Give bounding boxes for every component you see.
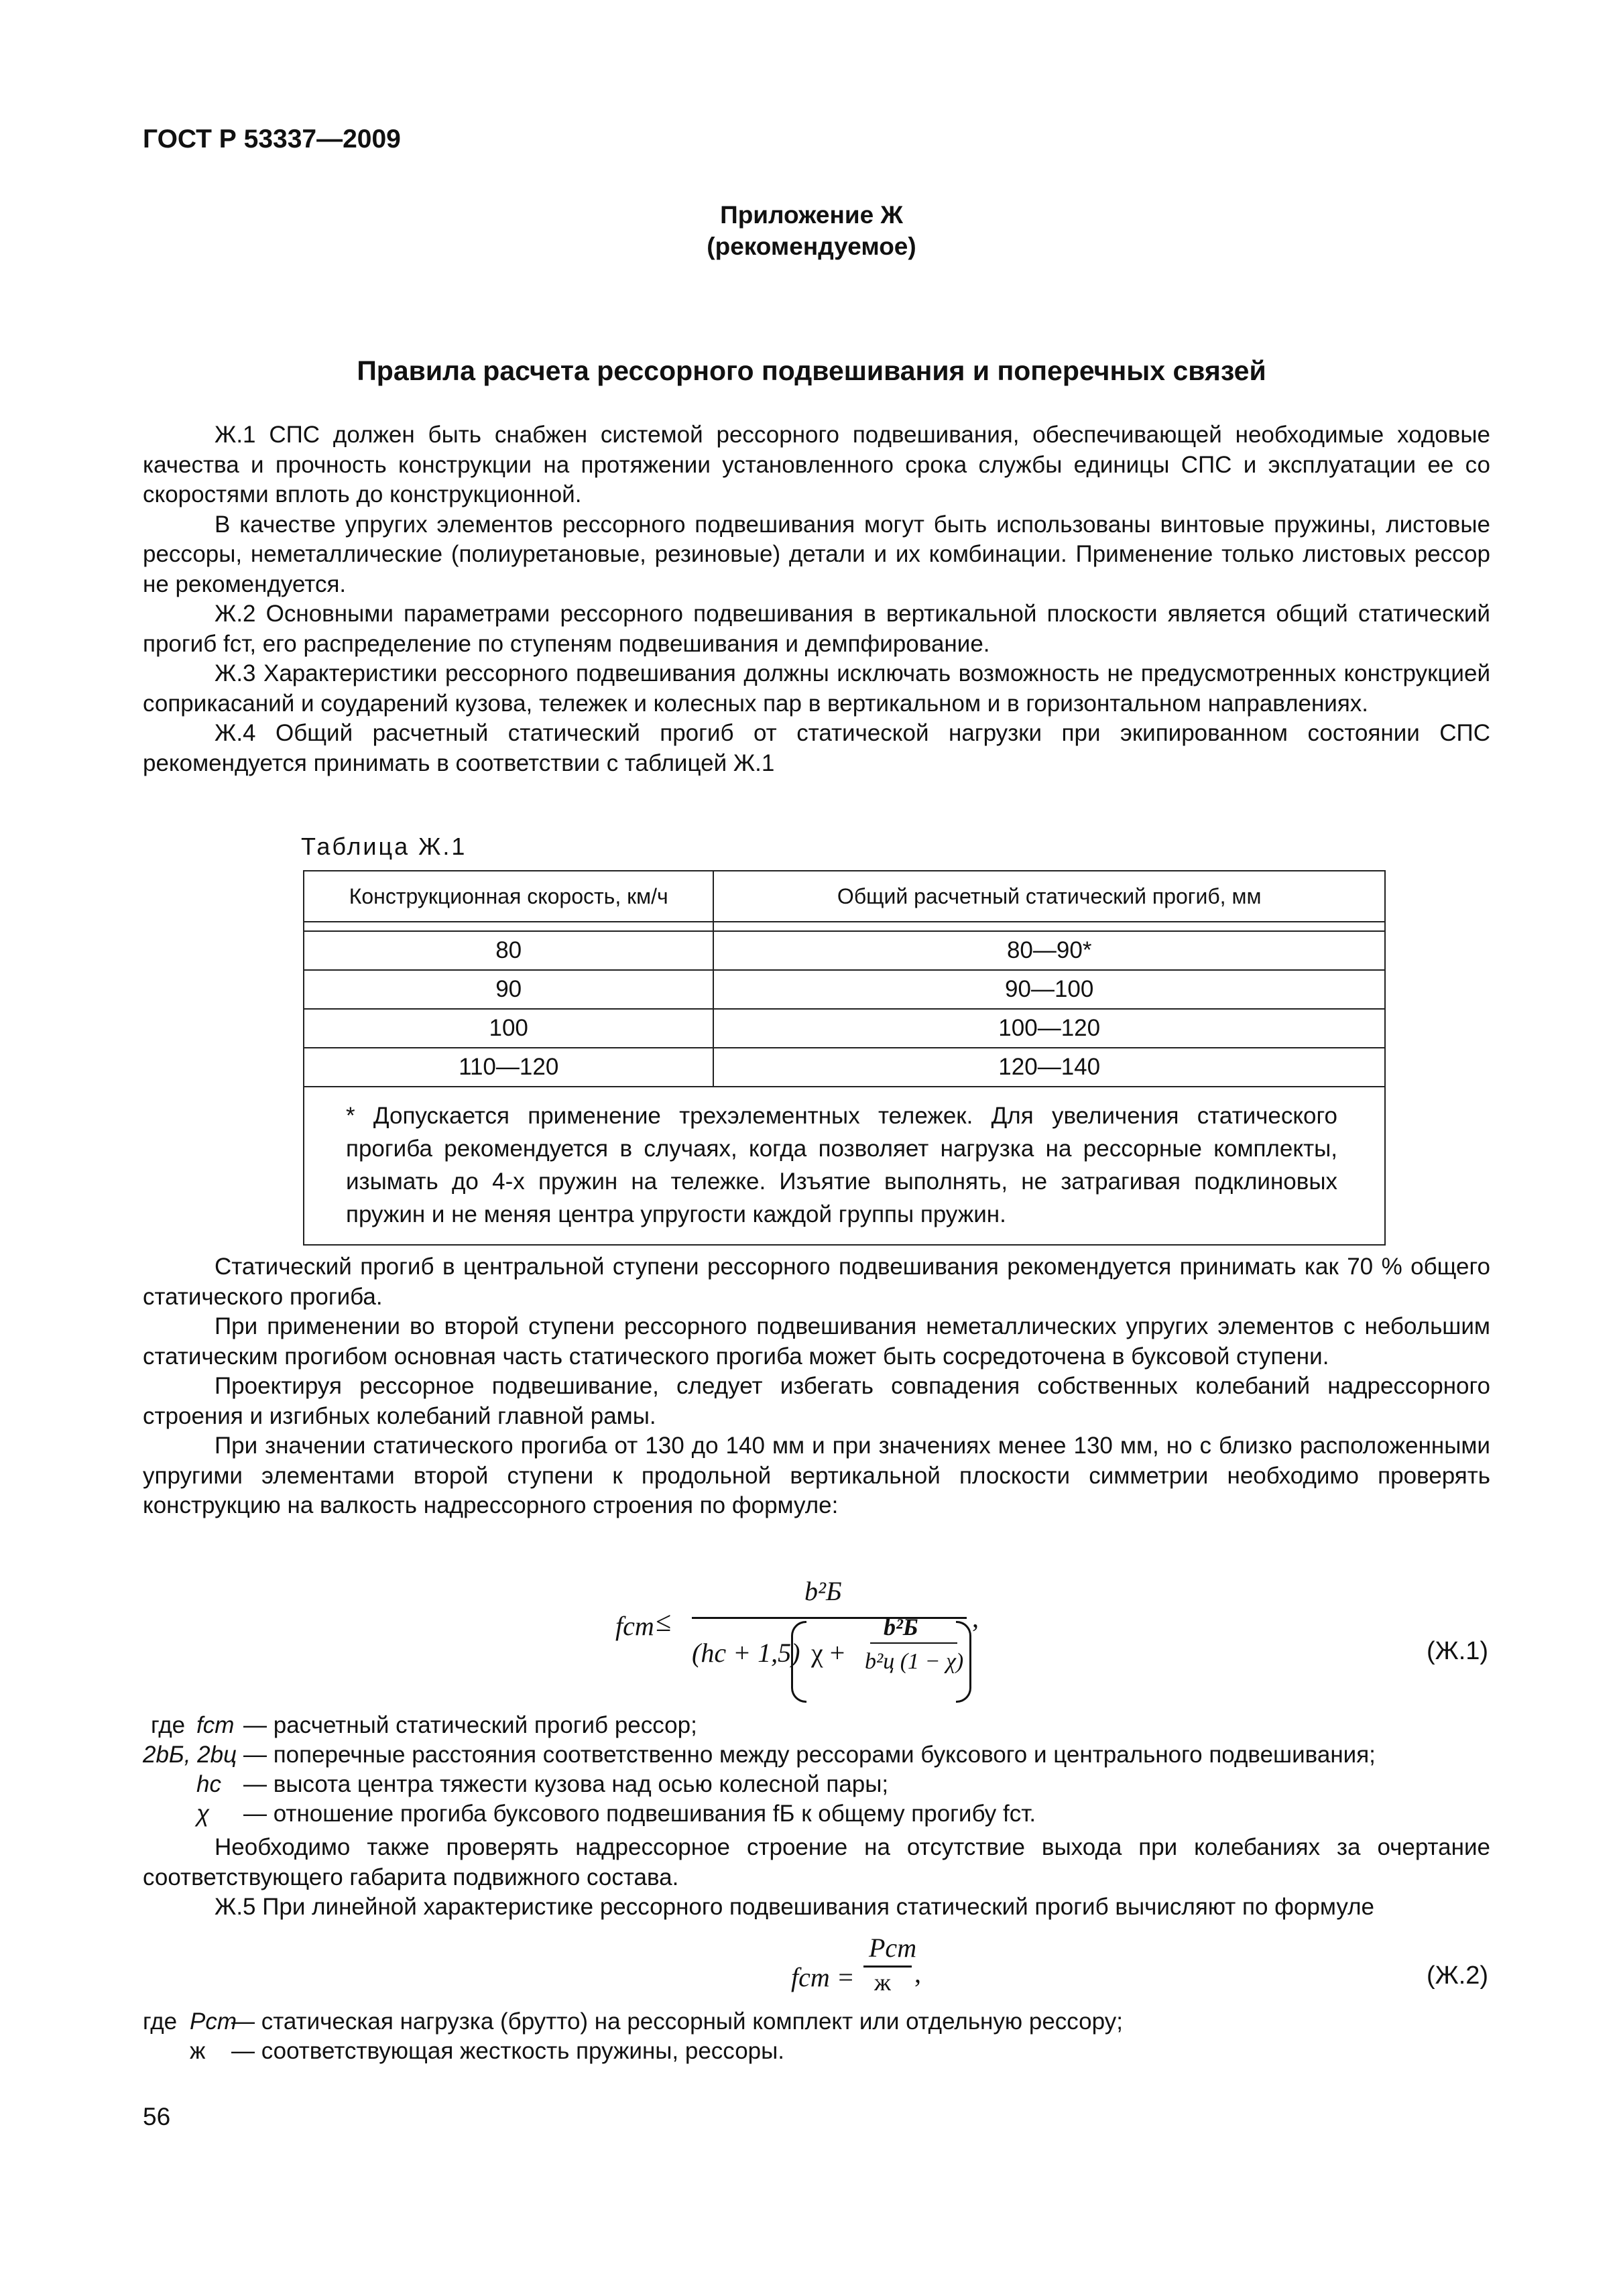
legend-symbol: χ	[196, 1801, 210, 1827]
paragraph-zh3: Ж.3 Характеристики рессорного подвешивания должны исключать возможность не предусмотренных конструкцией соприкасаний и соударений кузова, тележек и колесных пар в вертикальном и в горизонтальном направлениях.	[143, 660, 1490, 717]
paragraph-zh2: Ж.2 Основными параметрами рессорного подвешивания в вертикальной плоскости является общий статический прогиб fст, его распределение по ступеням подвешивания и демпфирование.	[143, 601, 1490, 657]
legend-line	[143, 1799, 1497, 1829]
paren-left-icon	[791, 1621, 806, 1703]
legend-symbol: 2bБ, 2bц	[143, 1742, 237, 1768]
formula1-legend	[143, 1711, 1497, 1829]
paragraph-resonance: Проектируя рессорное подвешивание, следует избегать совпадения собственных колебаний надрессорного строения и изгибных колебаний главной рамы.	[143, 1373, 1490, 1429]
table-row	[304, 931, 1385, 970]
formula1-numerator: b²Б	[804, 1576, 842, 1606]
formula1-inner-numerator: b²Б	[884, 1614, 918, 1640]
table-header-deflection: Общий расчетный статический прогиб, мм	[713, 871, 1385, 922]
formula1-inner-bar	[870, 1642, 957, 1644]
table-header-speed: Конструкционная скорость, км/ч	[304, 871, 713, 922]
legend-line	[143, 1740, 1497, 1770]
formula1-chi-plus: χ +	[811, 1638, 845, 1668]
table-cell: 100	[304, 1009, 713, 1048]
paren-right-icon	[956, 1621, 971, 1703]
paragraph-gauge-check: Необходимо также проверять надрессорное строение на отсутствие выхода при колебаниях за очертание соответствующего габарита подвижного состава.	[143, 1834, 1490, 1890]
formula2-lhs: fст =	[791, 1962, 855, 1992]
table-cell: 100—120	[713, 1009, 1385, 1048]
appendix-status: (рекомендуемое)	[707, 233, 916, 260]
paragraph-second-stage: При применении во второй ступени рессорного подвешивания неметаллических упругих элементов с небольшим статическим прогибом основная часть статического прогиба может быть сосредоточена в буксовой ступени.	[143, 1313, 1490, 1370]
table-row	[304, 970, 1385, 1009]
formula2-denominator: ж	[874, 1969, 891, 1996]
table-footnote: * Допускается применение трехэлементных тележек. Для увеличения статического прогиба рекомендуется в случаях, когда позволяет нагрузка на рессорные комплекты, изымать до 4-х пружин на тележке. Изъятие выполнять, не затрагивая подклиновых пружин и не меняя центра упругости каждой группы пружин.	[304, 1087, 1385, 1245]
legend-description: — отношение прогиба буксового подвешивания fБ к общему прогибу fст.	[243, 1801, 1036, 1827]
table-cell: 90	[304, 970, 713, 1009]
legend-description: — соответствующая жесткость пружины, рессоры.	[231, 2038, 785, 2064]
formula1-relation: ≤	[656, 1607, 672, 1638]
table-cell: 90—100	[713, 970, 1385, 1009]
table-row	[304, 1009, 1385, 1048]
legend-description: — статическая нагрузка (брутто) на рессорный комплект или отдельную рессору;	[231, 2008, 1123, 2035]
paragraph-elements: В качестве упругих элементов рессорного подвешивания могут быть использованы винтовые пружины, листовые рессоры, неметаллические (полиуретановые, резиновые) детали и их комбинации. Применение только листовых рессор не рекомендуется.	[143, 511, 1490, 597]
legend-line	[143, 1711, 1497, 1740]
legend-line	[143, 2037, 1497, 2066]
table-caption: Таблица Ж.1	[301, 833, 467, 860]
formula2-legend	[143, 2007, 1497, 2066]
paragraph-roll-check: При значении статического прогиба от 130 до 140 мм и при значениях менее 130 мм, но с близко расположенными упругими элементами второй ступени к продольной вертикальной плоскости симметрии необходимо проверять конструкцию на валкость надрессорного строения по формуле:	[143, 1433, 1490, 1518]
formula1-denominator-left: (hс + 1,5)	[692, 1638, 800, 1668]
legend-line	[143, 1770, 1497, 1799]
document-header: ГОСТ Р 53337—2009	[143, 125, 401, 154]
formula2-fraction-bar	[863, 1966, 912, 1968]
bottom-paragraphs	[143, 1833, 1490, 1923]
legend-lead: где	[143, 2008, 178, 2035]
formula-zh1	[0, 1555, 1623, 1709]
legend-description: — высота центра тяжести кузова над осью колесной пары;	[243, 1771, 889, 1797]
legend-symbol: Pст	[190, 2008, 237, 2035]
formula1-trailing: ,	[972, 1603, 979, 1633]
formula2-trailing: ,	[914, 1958, 921, 1988]
formula1-number: (Ж.1)	[1427, 1637, 1489, 1665]
formula-zh2	[0, 1931, 1623, 2004]
table-zh1	[303, 870, 1386, 1246]
paragraph-zh4: Ж.4 Общий расчетный статический прогиб от статической нагрузки при экипированном состоянии СПС рекомендуется принимать в соответствии с таблицей Ж.1	[143, 720, 1490, 776]
formula2-number: (Ж.2)	[1427, 1961, 1489, 1990]
legend-description: — расчетный статический прогиб рессор;	[243, 1712, 697, 1738]
table-row	[304, 1048, 1385, 1087]
formula1-inner-denominator: b²ц (1 − χ)	[865, 1649, 964, 1674]
table-cell: 110—120	[304, 1048, 713, 1087]
table-cell: 120—140	[713, 1048, 1385, 1087]
legend-line	[143, 2007, 1497, 2037]
paragraph-zh5: Ж.5 При линейной характеристике рессорного подвешивания статический прогиб вычисляют по формуле	[215, 1894, 1374, 1920]
legend-symbol: ж	[190, 2038, 206, 2064]
middle-paragraphs	[143, 1252, 1490, 1521]
intro-paragraphs	[143, 420, 1490, 778]
formula1-lhs: fст	[615, 1611, 654, 1641]
legend-description: — поперечные расстояния соответственно между рессорами буксового и центрального подвешивания;	[243, 1742, 1376, 1768]
legend-lead: где	[151, 1712, 186, 1738]
table-cell: 80	[304, 931, 713, 970]
formula1-fraction-bar	[692, 1617, 967, 1619]
appendix-title: Приложение Ж	[720, 201, 903, 229]
paragraph-central-stage: Статический прогиб в центральной ступени рессорного подвешивания рекомендуется принимать как 70 % общего статического прогиба.	[143, 1254, 1490, 1310]
formula2-numerator: Pст	[869, 1933, 917, 1963]
paragraph-zh1: Ж.1 СПС должен быть снабжен системой рессорного подвешивания, обеспечивающей необходимые ходовые качества и прочность конструкции на протяжении установленного срока службы единицы СПС и эксплуатации ее со скоростями вплоть до конструкционной.	[143, 422, 1490, 507]
section-heading: Правила расчета рессорного подвешивания и поперечных связей	[357, 355, 1266, 386]
table-cell: 80—90*	[713, 931, 1385, 970]
legend-symbol: hс	[196, 1771, 221, 1797]
page-number: 56	[143, 2103, 171, 2130]
legend-symbol: fст	[196, 1712, 235, 1738]
